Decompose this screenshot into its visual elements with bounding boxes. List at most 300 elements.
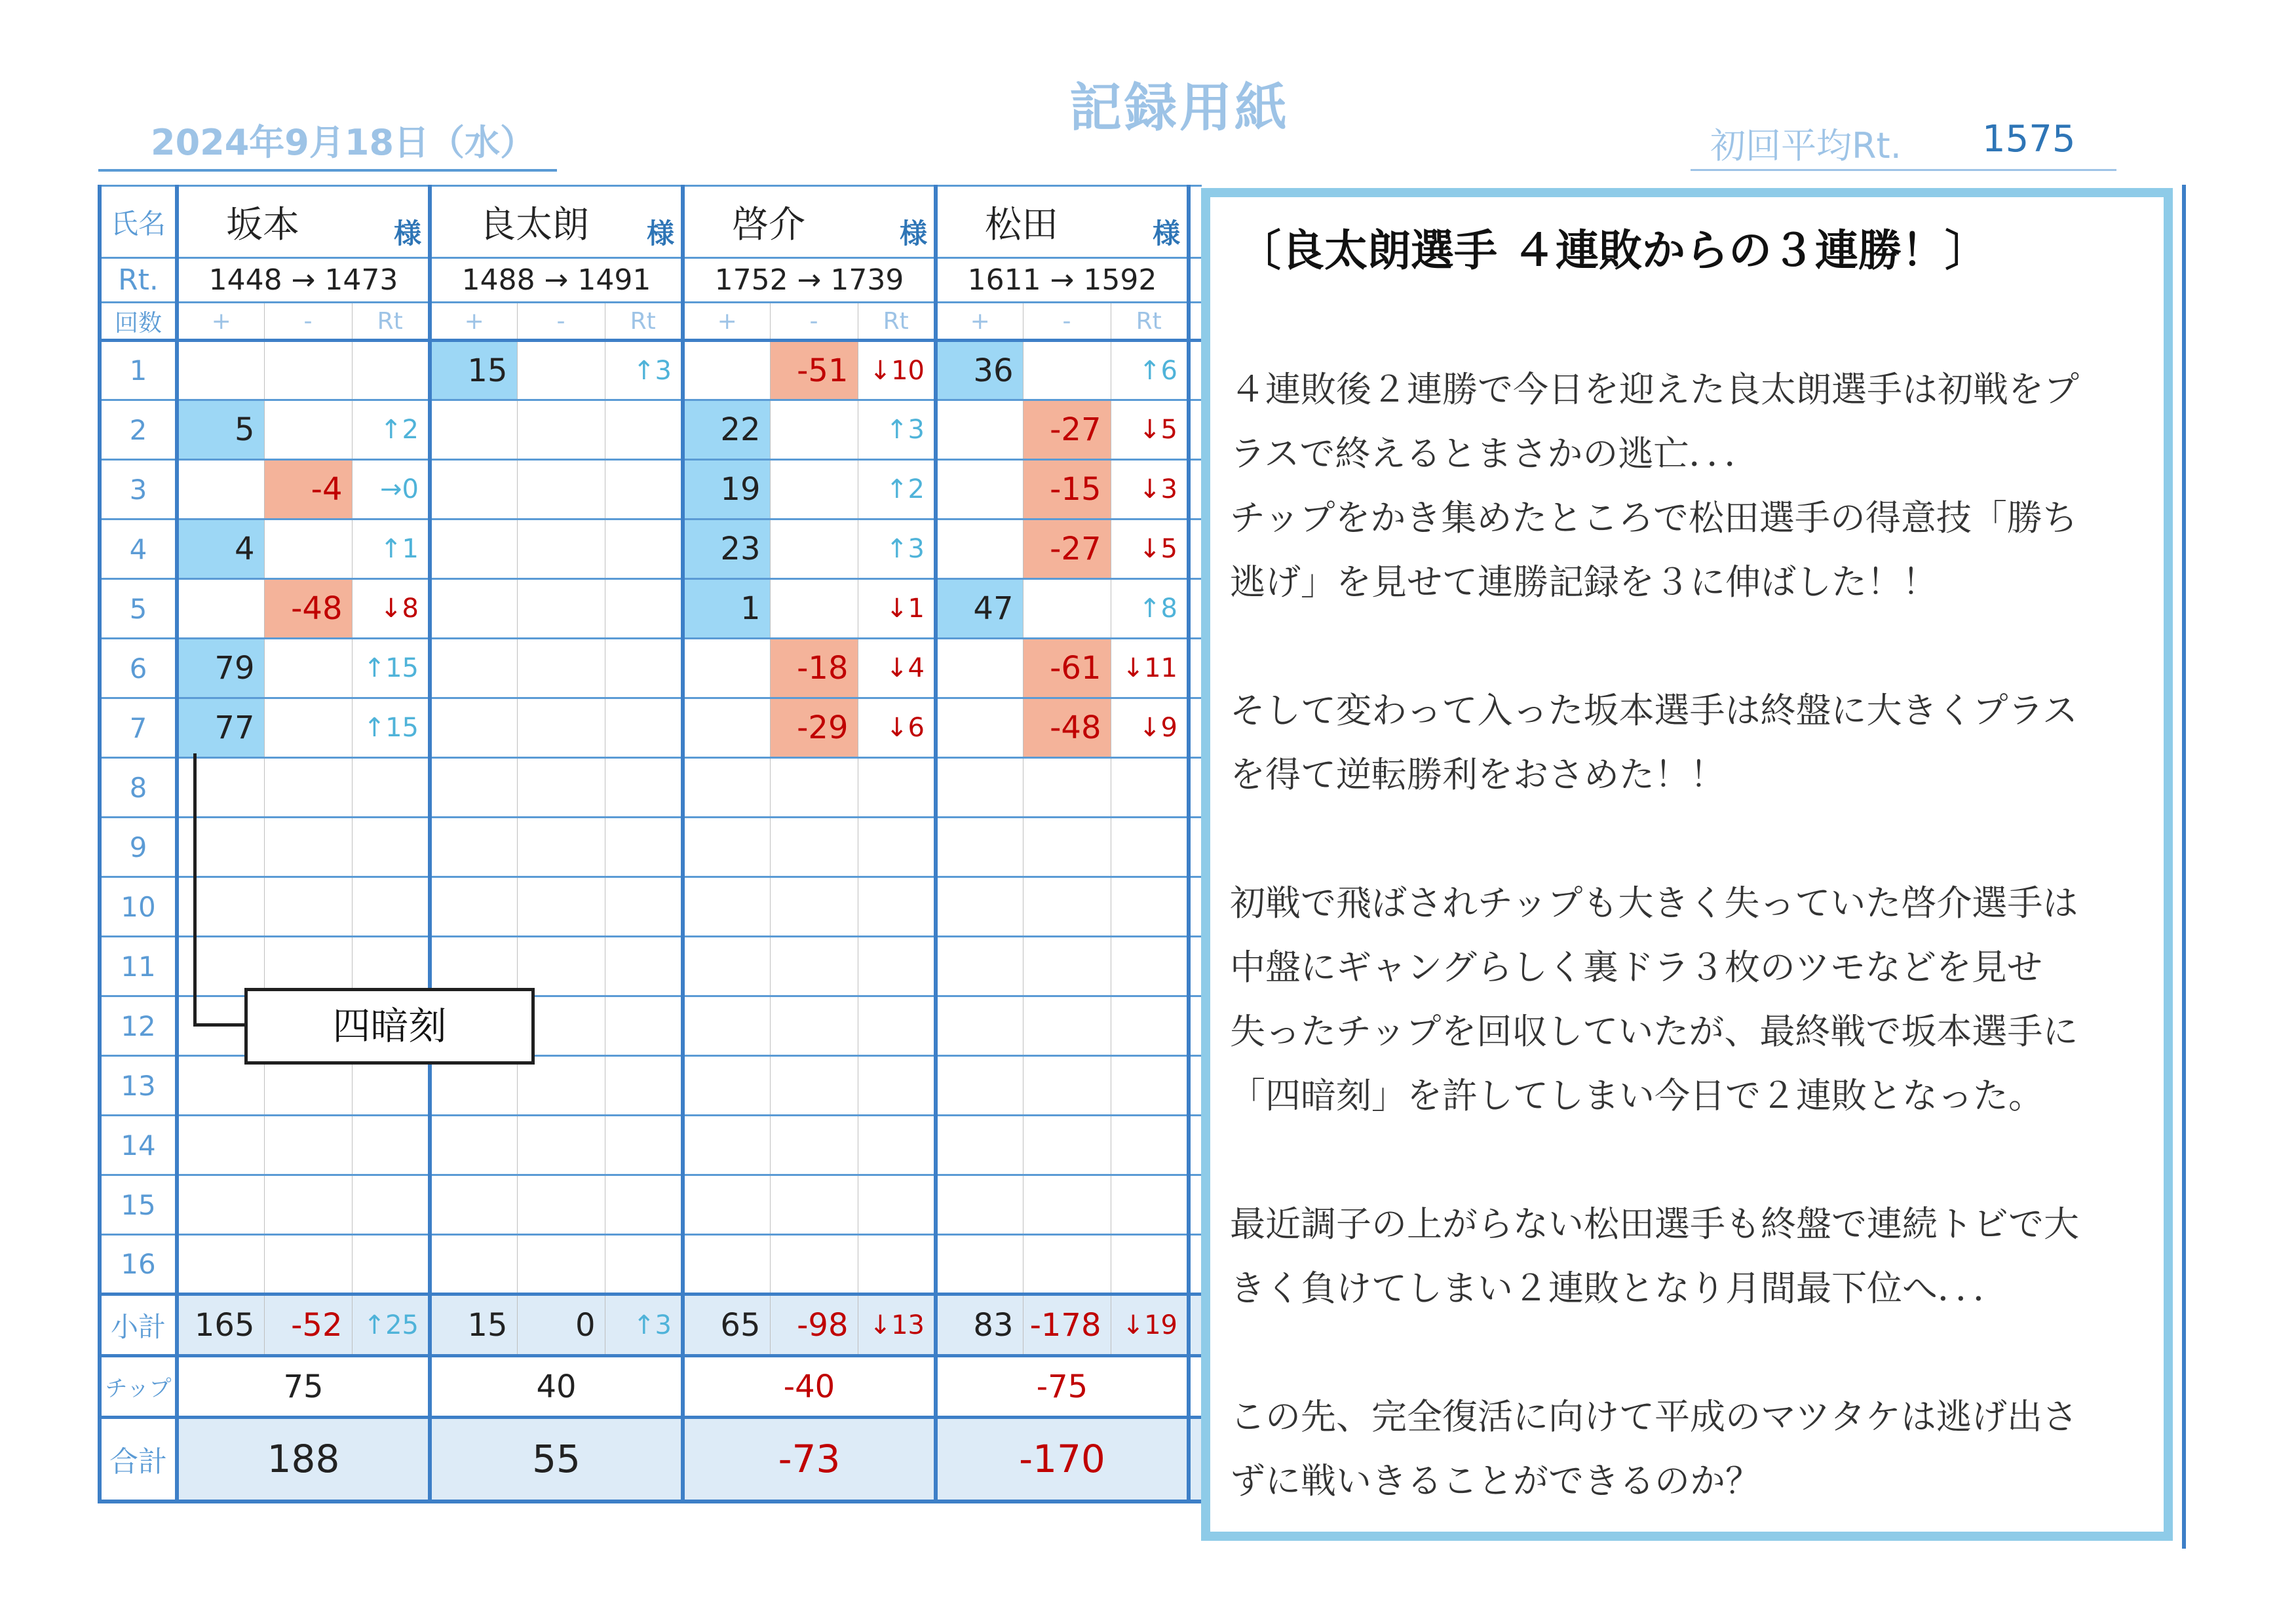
plus-score [177, 758, 264, 818]
plus-score [177, 818, 264, 877]
minus-score [770, 818, 858, 877]
rating-change [352, 758, 430, 818]
plus-score [177, 1175, 264, 1235]
table-gap [1189, 818, 1202, 877]
minus-score [517, 579, 605, 639]
subtotal-minus: -178 [1023, 1294, 1111, 1356]
minus-score [517, 818, 605, 877]
player-rating: 1488 → 1491 [430, 258, 683, 303]
round-number: 1 [100, 341, 177, 400]
plus-score [430, 937, 517, 996]
minus-score [770, 579, 858, 639]
plus-score: 23 [683, 519, 770, 579]
rating-change: ↓11 [1111, 639, 1189, 698]
plus-score [683, 1235, 770, 1294]
plus-score [936, 877, 1023, 937]
comment-line [1230, 1321, 2160, 1385]
minus-score [517, 758, 605, 818]
plus-score [683, 1056, 770, 1116]
plus-column-header: + [177, 303, 264, 341]
rating-change [605, 818, 683, 877]
record-date: 2024年9月18日（水） [151, 122, 536, 163]
subtotal-rating-change: ↓13 [858, 1294, 936, 1356]
plus-score [430, 1056, 517, 1116]
table-row [100, 937, 1202, 996]
minus-column-header: - [517, 303, 605, 341]
table-gap [1189, 1356, 1202, 1418]
plus-score [683, 1175, 770, 1235]
minus-score: -15 [1023, 460, 1111, 519]
rating-change [858, 758, 936, 818]
round-number: 10 [100, 877, 177, 937]
plus-score [430, 460, 517, 519]
player-name-cell [683, 186, 936, 258]
minus-score [517, 400, 605, 460]
comment-line: 失ったチップを回収していたが、最終戦で坂本選手に [1230, 1011, 2078, 1052]
plus-score [683, 937, 770, 996]
name-header: 氏名 [100, 186, 177, 258]
comment-headline: 〔良太朗選手 ４連敗からの３連勝！〕 [1238, 225, 1988, 276]
minus-score [264, 1116, 352, 1175]
table-row [100, 877, 1202, 937]
plus-score [936, 698, 1023, 758]
rating-change [858, 1116, 936, 1175]
minus-score: -29 [770, 698, 858, 758]
total-label: 合計 [100, 1418, 177, 1501]
subtotal-plus: 83 [936, 1294, 1023, 1356]
table-row [100, 400, 1202, 460]
rating-change: ↓4 [858, 639, 936, 698]
comment-line: きく負けてしまい２連敗となり月間最下位へ．．． [1230, 1268, 2008, 1309]
round-header: 回数 [100, 303, 177, 341]
rating-change [605, 519, 683, 579]
minus-score [517, 1235, 605, 1294]
table-row [100, 1235, 1202, 1294]
minus-score [517, 519, 605, 579]
minus-score [264, 341, 352, 400]
plus-score [683, 698, 770, 758]
rating-change: ↑8 [1111, 579, 1189, 639]
plus-score: 79 [177, 639, 264, 698]
comment-line: 逃げ」を見せて連勝記録を３に伸ばした！！ [1230, 561, 1938, 603]
plus-score [430, 400, 517, 460]
round-number: 6 [100, 639, 177, 698]
plus-score [177, 341, 264, 400]
plus-score [430, 579, 517, 639]
minus-score: -48 [264, 579, 352, 639]
rating-change [352, 1235, 430, 1294]
plus-score [177, 460, 264, 519]
table-row [100, 579, 1202, 639]
minus-score [770, 1235, 858, 1294]
round-number: 16 [100, 1235, 177, 1294]
minus-score: -27 [1023, 400, 1111, 460]
round-number: 7 [100, 698, 177, 758]
plus-score [177, 937, 264, 996]
plus-score [936, 818, 1023, 877]
plus-score [936, 639, 1023, 698]
player-rating: 1448 → 1473 [177, 258, 430, 303]
plus-score [177, 579, 264, 639]
plus-score [936, 460, 1023, 519]
minus-score [517, 460, 605, 519]
player-name-cell [936, 186, 1189, 258]
table-gap [1189, 639, 1202, 698]
score-record-table [98, 185, 1202, 1503]
plus-score [177, 1116, 264, 1175]
rating-change: ↓5 [1111, 519, 1189, 579]
rating-change: ↓3 [1111, 460, 1189, 519]
minus-score [1023, 1235, 1111, 1294]
rating-change: ↑15 [352, 698, 430, 758]
subtotal-minus: 0 [517, 1294, 605, 1356]
minus-score [264, 937, 352, 996]
plus-score [936, 400, 1023, 460]
comment-line: 「四暗刻」を許してしまい今日で２連敗となった。 [1230, 1075, 2044, 1116]
rating-change [858, 1056, 936, 1116]
plus-score: 4 [177, 519, 264, 579]
rating-change [605, 1056, 683, 1116]
rating-change: ↓1 [858, 579, 936, 639]
table-row [100, 1116, 1202, 1175]
rating-change [605, 1116, 683, 1175]
table-row [100, 460, 1202, 519]
total-value: -73 [683, 1418, 936, 1501]
minus-column-header: - [770, 303, 858, 341]
plus-score: 15 [430, 341, 517, 400]
date-underline [98, 169, 557, 172]
plus-score [936, 758, 1023, 818]
plus-score [683, 758, 770, 818]
minus-score: -18 [770, 639, 858, 698]
rating-change [1111, 937, 1189, 996]
plus-column-header: + [430, 303, 517, 341]
subtotal-minus: -98 [770, 1294, 858, 1356]
minus-score [264, 1056, 352, 1116]
honorific-sama: 様 [899, 217, 927, 250]
rating-change [1111, 1175, 1189, 1235]
plus-score [936, 937, 1023, 996]
rating-change [605, 1235, 683, 1294]
honorific-sama: 様 [1152, 217, 1180, 250]
table-gap [1189, 1116, 1202, 1175]
rating-change [352, 341, 430, 400]
table-right-border [2182, 185, 2186, 1549]
minus-score [1023, 1056, 1111, 1116]
comment-line: を得て逆転勝利をおさめた！！ [1230, 754, 1725, 795]
plus-score: 77 [177, 698, 264, 758]
total-value: 188 [177, 1418, 430, 1501]
round-number: 14 [100, 1116, 177, 1175]
player-rating: 1752 → 1739 [683, 258, 936, 303]
plus-score [936, 519, 1023, 579]
minus-score [517, 937, 605, 996]
plus-score [430, 519, 517, 579]
rating-change: ↓8 [352, 579, 430, 639]
subtotal-rating-change: ↑25 [352, 1294, 430, 1356]
plus-score [177, 1235, 264, 1294]
plus-score [430, 639, 517, 698]
comment-panel [1201, 188, 2173, 1541]
rating-change: ↑1 [352, 519, 430, 579]
minus-score [1023, 758, 1111, 818]
rating-change [1111, 1056, 1189, 1116]
chip-value: -40 [683, 1356, 936, 1418]
rating-change [605, 639, 683, 698]
rating-change [352, 1056, 430, 1116]
minus-score: -48 [1023, 698, 1111, 758]
minus-score [1023, 341, 1111, 400]
rating-change [605, 877, 683, 937]
rating-change [605, 1175, 683, 1235]
total-value: 55 [430, 1418, 683, 1501]
minus-score [264, 519, 352, 579]
plus-score: 5 [177, 400, 264, 460]
table-gap [1189, 519, 1202, 579]
rating-change: ↓6 [858, 698, 936, 758]
average-underline [1691, 169, 2116, 171]
minus-score: -4 [264, 460, 352, 519]
initial-average-rating-label: 初回平均Rt. [1710, 125, 1902, 166]
rating-change [1111, 1235, 1189, 1294]
minus-score [264, 758, 352, 818]
page-title: 記録用紙 [1069, 77, 1290, 138]
minus-score [1023, 1175, 1111, 1235]
rating-change [352, 1175, 430, 1235]
table-row [100, 519, 1202, 579]
table-gap [1189, 1235, 1202, 1294]
player-rating: 1611 → 1592 [936, 258, 1189, 303]
plus-score [936, 1175, 1023, 1235]
minus-score [1023, 937, 1111, 996]
plus-score [936, 1116, 1023, 1175]
rt-column-header: Rt [605, 303, 683, 341]
rating-change [605, 400, 683, 460]
plus-score: 47 [936, 579, 1023, 639]
rating-change: ↑2 [858, 460, 936, 519]
minus-score [770, 1175, 858, 1235]
comment-line: 初戦で飛ばされチップも大きく失っていた啓介選手は [1230, 882, 2078, 924]
table-gap [1189, 579, 1202, 639]
plus-score [430, 698, 517, 758]
plus-score [430, 1175, 517, 1235]
table-row [100, 758, 1202, 818]
chip-value: 40 [430, 1356, 683, 1418]
comment-line: ラスで終えるとまさかの逃亡．．． [1230, 433, 1760, 474]
player-name: 良太朗 [479, 203, 589, 246]
minus-score [264, 639, 352, 698]
rating-change: ↓10 [858, 341, 936, 400]
minus-score [1023, 579, 1111, 639]
player-name: 松田 [985, 203, 1058, 246]
plus-column-header: + [683, 303, 770, 341]
plus-score [683, 818, 770, 877]
honorific-sama: 様 [646, 217, 674, 250]
minus-score [770, 1116, 858, 1175]
plus-score [430, 1235, 517, 1294]
table-gap [1189, 877, 1202, 937]
plus-score: 19 [683, 460, 770, 519]
rating-change: ↑2 [352, 400, 430, 460]
callout-leader-horizontal [193, 1023, 246, 1027]
comment-line [1230, 807, 2160, 871]
minus-score [264, 400, 352, 460]
minus-score [770, 996, 858, 1056]
plus-score [683, 341, 770, 400]
rating-change [605, 579, 683, 639]
rating-change: ↓5 [1111, 400, 1189, 460]
minus-score: -27 [1023, 519, 1111, 579]
chip-label: チップ [100, 1356, 177, 1418]
rating-change: →0 [352, 460, 430, 519]
plus-score [430, 818, 517, 877]
rating-change: ↑15 [352, 639, 430, 698]
table-gap [1189, 996, 1202, 1056]
round-number: 8 [100, 758, 177, 818]
plus-score [936, 996, 1023, 1056]
minus-score [770, 519, 858, 579]
rating-change [1111, 818, 1189, 877]
player-name: 坂本 [226, 203, 299, 246]
rt-column-header: Rt [1111, 303, 1189, 341]
comment-line: そして変わって入った坂本選手は終盤に大きくプラス [1230, 690, 2078, 731]
minus-score [770, 1056, 858, 1116]
rating-change: ↑3 [605, 341, 683, 400]
minus-score [1023, 877, 1111, 937]
comment-line: この先、完全復活に向けて平成のマツタケは逃げ出さ [1230, 1396, 2078, 1437]
subtotal-plus: 65 [683, 1294, 770, 1356]
minus-score [264, 1175, 352, 1235]
total-value: -170 [936, 1418, 1189, 1501]
minus-score [517, 698, 605, 758]
rating-change [1111, 877, 1189, 937]
table-gap [1189, 1418, 1202, 1501]
minus-score [1023, 818, 1111, 877]
round-number: 5 [100, 579, 177, 639]
rating-change [858, 1175, 936, 1235]
minus-score [264, 698, 352, 758]
table-gap [1189, 303, 1202, 341]
minus-score [517, 1056, 605, 1116]
table-gap [1189, 937, 1202, 996]
player-name: 啓介 [732, 203, 805, 246]
minus-score [770, 400, 858, 460]
player-name-cell [430, 186, 683, 258]
rt-column-header: Rt [352, 303, 430, 341]
chip-value: -75 [936, 1356, 1189, 1418]
rating-change [1111, 758, 1189, 818]
plus-score [936, 1235, 1023, 1294]
table-gap [1189, 186, 1202, 258]
table-row [100, 698, 1202, 758]
minus-score [770, 460, 858, 519]
plus-score: 36 [936, 341, 1023, 400]
comment-line: ずに戦いきることができるのか？ [1230, 1460, 1761, 1501]
rating-change [605, 996, 683, 1056]
round-number: 3 [100, 460, 177, 519]
subtotal-rating-change: ↓19 [1111, 1294, 1189, 1356]
rating-change [605, 460, 683, 519]
rating-change: ↑3 [858, 400, 936, 460]
rating-change [858, 1235, 936, 1294]
round-number: 11 [100, 937, 177, 996]
comment-body [1230, 358, 2160, 1513]
rating-change [605, 758, 683, 818]
minus-score [770, 877, 858, 937]
rating-change [352, 937, 430, 996]
minus-column-header: - [264, 303, 352, 341]
minus-score [1023, 1116, 1111, 1175]
subtotal-minus: -52 [264, 1294, 352, 1356]
plus-score [683, 996, 770, 1056]
player-name-cell [177, 186, 430, 258]
rating-change: ↓9 [1111, 698, 1189, 758]
comment-line: チップをかき集めたところで松田選手の得意技「勝ち [1230, 497, 2078, 538]
minus-score [1023, 996, 1111, 1056]
minus-score [517, 1175, 605, 1235]
plus-score: 22 [683, 400, 770, 460]
rating-change [858, 877, 936, 937]
comment-line: 最近調子の上がらない松田選手も終盤で連続トビで大 [1230, 1203, 2079, 1245]
minus-score [517, 639, 605, 698]
plus-score: 1 [683, 579, 770, 639]
minus-score: -51 [770, 341, 858, 400]
round-number: 2 [100, 400, 177, 460]
rating-header: Rt. [100, 258, 177, 303]
minus-column-header: - [1023, 303, 1111, 341]
minus-score [517, 341, 605, 400]
round-number: 9 [100, 818, 177, 877]
plus-score [683, 639, 770, 698]
table-row [100, 1056, 1202, 1116]
minus-score [770, 758, 858, 818]
round-number: 13 [100, 1056, 177, 1116]
table-gap [1189, 1056, 1202, 1116]
rating-change [1111, 1116, 1189, 1175]
rating-change: ↑3 [858, 519, 936, 579]
plus-score [936, 1056, 1023, 1116]
minus-score [264, 1235, 352, 1294]
table-gap [1189, 400, 1202, 460]
table-gap [1189, 258, 1202, 303]
plus-score [683, 877, 770, 937]
rating-change: ↑6 [1111, 341, 1189, 400]
table-gap [1189, 758, 1202, 818]
callout-leader-vertical [193, 753, 197, 1025]
table-row [100, 818, 1202, 877]
minus-score [264, 818, 352, 877]
rating-change [1111, 996, 1189, 1056]
table-gap [1189, 1294, 1202, 1356]
comment-line [1230, 614, 2160, 679]
comment-line [1230, 1128, 2160, 1192]
subtotal-label: 小計 [100, 1294, 177, 1356]
plus-score [683, 1116, 770, 1175]
table-row [100, 341, 1202, 400]
table-gap [1189, 341, 1202, 400]
rating-change [605, 698, 683, 758]
table-gap [1189, 698, 1202, 758]
table-row [100, 639, 1202, 698]
subtotal-rating-change: ↑3 [605, 1294, 683, 1356]
minus-score: -61 [1023, 639, 1111, 698]
plus-score [430, 877, 517, 937]
plus-score [177, 877, 264, 937]
yakuman-callout: 四暗刻 [244, 988, 535, 1065]
rating-change [858, 818, 936, 877]
minus-score [517, 877, 605, 937]
round-number: 12 [100, 996, 177, 1056]
